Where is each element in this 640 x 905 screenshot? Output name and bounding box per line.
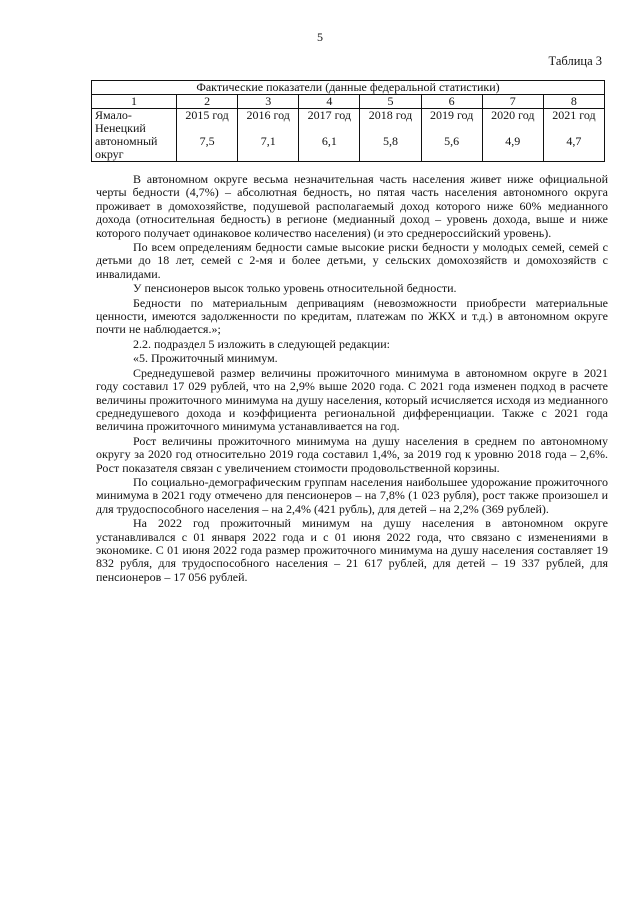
header-cell: 4	[299, 95, 360, 109]
paragraph: 2.2. подраздел 5 изложить в следующей редакции:	[133, 336, 390, 351]
statistics-table	[91, 80, 605, 162]
region-cell	[92, 109, 177, 162]
paragraph: Бедности по материальным депривациям (невозможности приобрести материальные ценности, имеются задолженности по кредитам, платежам по ЖКХ и т.д.) в автономном округе почти не наблюдается.»;	[96, 295, 608, 337]
table-data-row	[92, 109, 605, 162]
region-line: округ	[95, 147, 124, 161]
value-label: 6,1	[321, 134, 337, 148]
year-cell	[299, 109, 360, 162]
value-label: 7,5	[199, 134, 215, 148]
value-label: 5,6	[444, 134, 460, 148]
paragraph: Среднедушевой размер величины прожиточного минимума в автономном округе в 2021 году составил 17 029 рублей, что на 2,9% выше 2020 года. С 2021 года изменен подход в расчете величины прожиточного минимума на душу населения, который исчисляется исходя из медианного среднедушевого дохода и коэффициента региональной дифференциации. Также с 2021 года величина прожиточного минимума устанавливается на год.	[96, 365, 608, 434]
year-label: 2017 год	[307, 108, 352, 122]
year-label: 2018 год	[368, 108, 413, 122]
table-title: Фактические показатели (данные федеральной статистики)	[92, 81, 605, 95]
year-cell	[360, 109, 421, 162]
paragraph: По социально-демографическим группам населения наибольшее удорожание прожиточного минимума в 2021 году отмечено для пенсионеров – на 7,8% (1 023 рубля), рост также произошел и для трудоспособного населения – на 2,4% (421 рубль), для детей – на 2,2% (369 рублей).	[96, 474, 608, 516]
year-cell	[177, 109, 238, 162]
value-label: 4,7	[566, 134, 582, 148]
year-label: 2016 год	[246, 108, 290, 122]
table-header-row	[92, 95, 605, 109]
header-cell: 8	[543, 95, 604, 109]
year-cell	[543, 109, 604, 162]
year-cell	[238, 109, 299, 162]
header-cell: 3	[238, 95, 299, 109]
year-label: 2021 год	[552, 108, 596, 122]
table-caption: Таблица 3	[548, 54, 602, 68]
year-label: 2019 год	[429, 108, 474, 122]
header-cell: 2	[177, 95, 238, 109]
value-label: 5,8	[382, 134, 398, 148]
region-line: Ненецкий	[95, 121, 146, 135]
year-label: 2015 год	[185, 108, 229, 122]
document-body	[96, 173, 608, 584]
paragraph: «5. Прожиточный минимум.	[133, 351, 278, 366]
region-line: автономный	[95, 134, 158, 148]
value-label: 4,9	[505, 134, 521, 148]
year-cell	[482, 109, 543, 162]
paragraph: На 2022 год прожиточный минимум на душу населения в автономном округе устанавливался с 01 января 2022 года и с 01 июня 2022 года, что связано с изменениями в экономике. С 01 июня 2022 года размер прожиточного минимума на душу населения составляет 19 832 рубля, для трудоспособного населения – 21 617 рублей, для детей – 19 337 рублей, для пенсионеров – 17 056 рублей.	[96, 516, 608, 584]
value-label: 7,1	[260, 134, 276, 148]
header-cell: 7	[482, 95, 543, 109]
header-cell: 6	[421, 95, 482, 109]
region-line: Ямало-	[95, 108, 132, 122]
paragraph: У пенсионеров высок только уровень относительной бедности.	[133, 281, 457, 296]
header-cell: 5	[360, 95, 421, 109]
year-cell	[421, 109, 482, 162]
paragraph: Рост величины прожиточного минимума на душу населения в среднем по автономному округу за 2020 год относительно 2019 года составил 1,4%, за 2019 год к уровню 2018 года – 2,6%. Рост показателя связан с увеличением стоимости продовольственной корзины.	[96, 433, 608, 475]
paragraph: По всем определениям бедности самые высокие риски бедности у молодых семей, семей с детьми до 18 лет, семей с 2-мя и более детьми, у сельских домохозяйств и домохозяйств с инвалидами.	[96, 240, 608, 281]
year-label: 2020 год	[491, 108, 535, 122]
header-cell: 1	[92, 95, 177, 109]
page-number: 5	[317, 30, 323, 44]
paragraph: В автономном округе весьма незначительная часть населения живет ниже официальной черты бедности (4,7%) – абсолютная бедность, но пятая часть населения автономного округа проживает в домохозяйстве, подушевой располагаемый доход которого ниже 60% медианного дохода (относительная бедность) в регионе (медианный доход – уровень дохода, выше и ниже которого получает одинаковое количество населения) (и это среднероссийский уровень).	[96, 172, 608, 240]
